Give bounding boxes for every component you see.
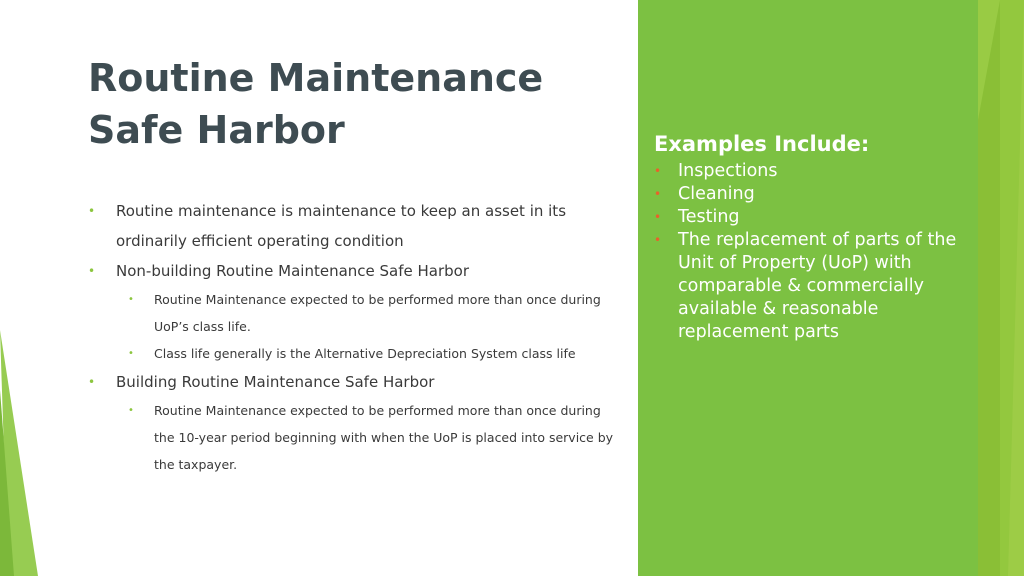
example-item — [654, 206, 964, 229]
bullet-marker: • — [88, 204, 96, 218]
bullet-text: Routine maintenance is maintenance to keep an asset in its ordinarily efficient operating condition — [116, 202, 567, 250]
left-decorative-stripe — [0, 0, 60, 576]
example-text: Cleaning — [678, 184, 755, 204]
bullet-text: Routine Maintenance expected to be performed more than once during UoP’s class life. — [154, 292, 601, 334]
bullet-marker: • — [88, 375, 96, 389]
right-decorative-stripe — [978, 0, 1024, 576]
example-text: The replacement of parts of the Unit of Property (UoP) with comparable & commercially available & reasonable replacement parts — [678, 230, 957, 342]
bullet-marker: • — [654, 233, 662, 247]
bullet-item — [88, 367, 618, 397]
bullet-text: Class life generally is the Alternative Depreciation System class life — [154, 346, 576, 361]
examples-list — [654, 130, 964, 344]
bullet-text: Routine Maintenance expected to be performed more than once during the 10-year period beginning with when the UoP is placed into service by the taxpayer. — [154, 403, 614, 472]
example-item — [654, 183, 964, 206]
main-bullet-list — [88, 196, 618, 478]
bullet-text: Non-building Routine Maintenance Safe Harbor — [116, 262, 470, 280]
sub-bullet-item — [88, 340, 618, 367]
sub-bullet-item — [88, 286, 618, 340]
bullet-marker: • — [128, 348, 134, 359]
example-text: Inspections — [678, 161, 778, 181]
example-item — [654, 229, 964, 344]
example-text: Testing — [678, 207, 740, 227]
example-item — [654, 160, 964, 183]
bullet-marker: • — [88, 264, 96, 278]
bullet-marker: • — [654, 187, 662, 201]
bullet-marker: • — [654, 164, 662, 178]
examples-heading: Examples Include: — [654, 132, 870, 156]
bullet-marker: • — [128, 405, 134, 416]
sub-bullet-item — [88, 397, 618, 478]
bullet-marker: • — [128, 294, 134, 305]
slide-title: Routine Maintenance Safe Harbor — [88, 56, 544, 152]
bullet-text: Building Routine Maintenance Safe Harbor — [116, 373, 435, 391]
bullet-item — [88, 256, 618, 286]
bullet-marker: • — [654, 210, 662, 224]
bullet-item — [88, 196, 618, 256]
